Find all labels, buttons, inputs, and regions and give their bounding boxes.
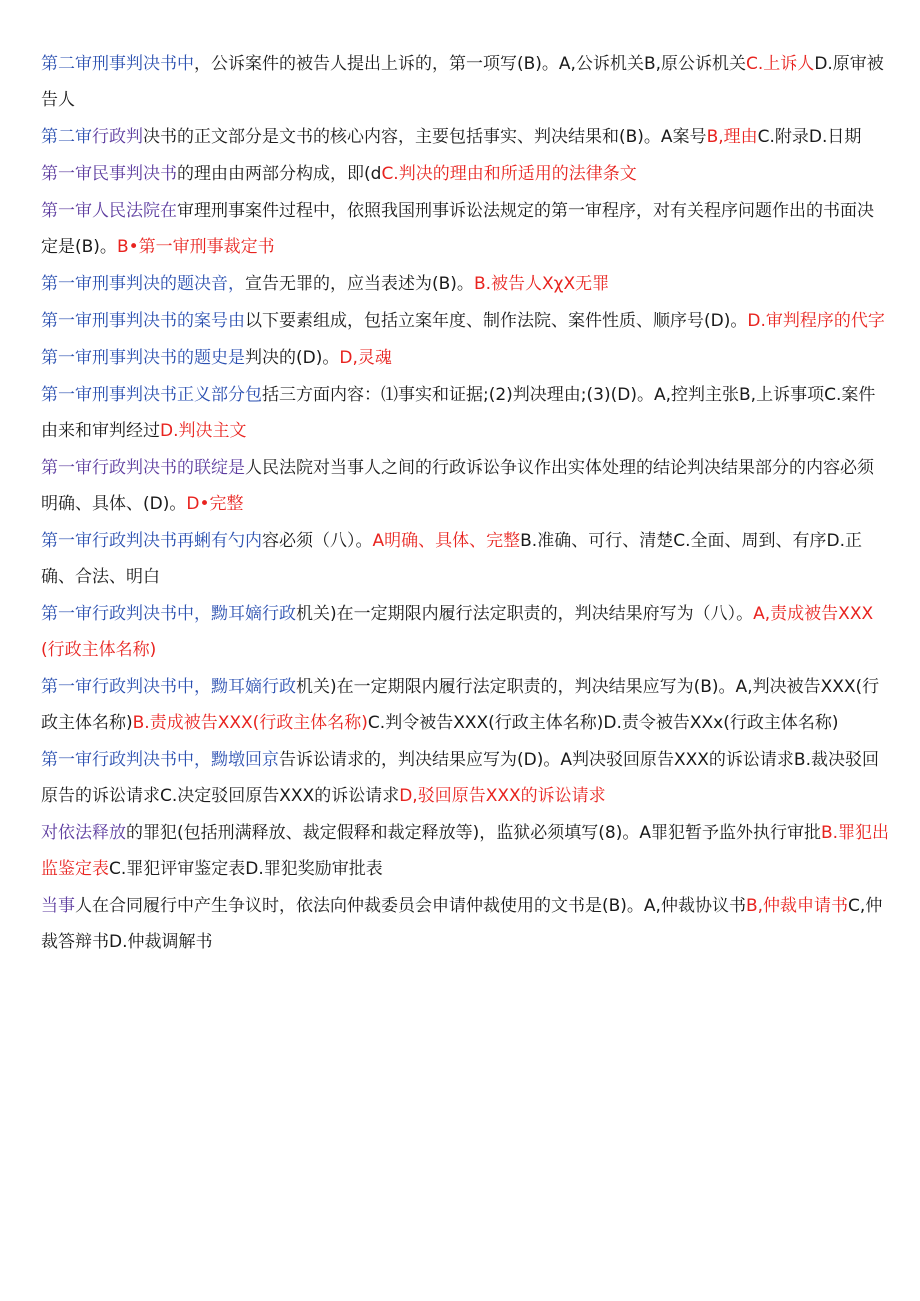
answer-text: D.判决主文 xyxy=(160,421,247,441)
question-text: 以下要素组成，包括立案年度、制作法院、案件性质、顺序号(D)。 xyxy=(245,311,748,331)
question-text: 人在合同履行中产生争议时，依法向仲裁委员会申请仲裁使用的文书是(B)。A,仲裁协议书 xyxy=(75,896,746,916)
question-paragraph xyxy=(41,596,890,668)
question-heading: 对依法释放 xyxy=(41,823,126,843)
question-text: 决书的正文部分是文书的核心内容，主要包括事实、判决结果和(B)。A案号 xyxy=(143,127,707,147)
question-paragraph xyxy=(41,119,890,155)
answer-text: D•完整 xyxy=(186,494,244,514)
answer-text: B.被告人XχX无罪 xyxy=(473,274,610,294)
question-heading: 第一审行政判决书中，黝耳嫡行政 xyxy=(41,604,296,624)
question-heading: 第一审刑事判决的题决音， xyxy=(41,274,245,294)
question-text: 的理由由两部分构成，即(d xyxy=(177,164,382,184)
question-paragraph xyxy=(41,815,890,887)
answer-text: C.上诉人 xyxy=(746,54,815,74)
question-text: 机关)在一定期限内履行法定职责的，判决结果府写为（八）。 xyxy=(296,604,754,624)
answer-text: B,仲裁申请书 xyxy=(745,896,849,916)
question-heading: 第二审刑事判决书中 xyxy=(41,54,194,74)
question-text: C.判令被告XXX(行政主体名称)D.责令被告XXx(行政主体名称) xyxy=(367,713,839,733)
question-heading: 当事 xyxy=(41,896,75,916)
answer-text: D,驳回原告XXX的诉讼请求 xyxy=(399,786,606,806)
question-text: 的罪犯(包括刑满释放、裁定假释和裁定释放等)，监狱必须填写(8)。A罪犯暂予监外执行审批 xyxy=(126,823,821,843)
answer-text: C.判决的理由和所适用的法律条文 xyxy=(381,164,637,184)
question-text: 判决的(D)。 xyxy=(245,348,340,368)
question-heading: 第一审民事判决书 xyxy=(41,164,177,184)
answer-text: D.审判程序的代字 xyxy=(747,311,885,331)
answer-text: B.罪犯出监鉴定表 xyxy=(41,823,890,879)
question-heading: 第一审行政判决书再蜊有勺内 xyxy=(41,531,262,551)
question-heading: 第一审行政判决书的联绽是 xyxy=(41,458,245,478)
question-text: 审理刑事案件过程中，依照我国刑事诉讼法规定的第一审程序，对有关程序问题作出的书面决定是(B)。 xyxy=(41,201,874,257)
question-paragraph xyxy=(41,888,890,960)
question-paragraph xyxy=(41,156,890,192)
question-heading: 第一审刑事判决书的题史是 xyxy=(41,348,245,368)
question-text: C.罪犯评审鉴定表D.罪犯奖励审批表 xyxy=(109,859,383,879)
question-text: B.准确、可行、清楚C.全面、周到、有序D.正确、合法、明白 xyxy=(41,531,862,587)
question-text: C.附录D.日期 xyxy=(757,127,862,147)
question-text: 容必须（八）。 xyxy=(262,531,373,551)
question-paragraph xyxy=(41,303,890,339)
answer-text: A,责成被告XXX(行政主体名称) xyxy=(41,604,874,660)
question-text: 宣告无罪的，应当表述为(B)。 xyxy=(245,274,474,294)
question-text: 人民法院对当事人之间的行政诉讼争议作出实体处理的结论判决结果部分的内容必须明确、具体、(D)。 xyxy=(41,458,874,514)
question-heading: 第一审行政判决书中，黝墩回京 xyxy=(41,750,279,770)
question-paragraph xyxy=(41,450,890,522)
question-text: 告诉讼请求的，判决结果应写为(D)。A判决驳回原告XXX的诉讼请求B.裁决驳回原告的诉讼请求C.决定驳回原告XXX的诉讼请求 xyxy=(41,750,879,806)
answer-text: D,灵魂 xyxy=(339,348,392,368)
question-heading: 行政判 xyxy=(92,127,143,147)
question-heading: 第一审刑事判决书的案号由 xyxy=(41,311,245,331)
answer-text: A明确、具体、完整 xyxy=(372,531,521,551)
question-paragraph xyxy=(41,266,890,302)
question-heading: 第一审行政判决书中，黝耳嫡行政 xyxy=(41,677,296,697)
question-paragraph xyxy=(41,193,890,265)
question-paragraph xyxy=(41,377,890,449)
question-heading: 第一审刑事判决书正义部分包 xyxy=(41,385,262,405)
question-text: ，公诉案件的被告人提出上诉的，第一项写(B)。A,公诉机关B,原公诉机关 xyxy=(194,54,747,74)
question-text: C,仲裁答辩书D.仲裁调解书 xyxy=(41,896,883,952)
question-paragraph xyxy=(41,46,890,118)
question-text: D.原审被告人 xyxy=(41,54,884,110)
question-paragraph xyxy=(41,523,890,595)
question-heading: 第二审 xyxy=(41,127,92,147)
question-paragraph xyxy=(41,742,890,814)
question-heading: 第一审人民法院在 xyxy=(41,201,177,221)
question-paragraph xyxy=(41,340,890,376)
question-paragraph xyxy=(41,669,890,741)
answer-text: B•第一审刑事裁定书 xyxy=(116,237,275,257)
answer-text: B,理由 xyxy=(706,127,758,147)
question-text: 机关)在一定期限内履行法定职责的，判决结果应写为(B)。A,判决被告XXX(行政主体名称) xyxy=(41,677,880,733)
question-text: 括三方面内容：⑴事实和证据;(2)判决理由;(3)(D)。A,控判主张B,上诉事项C.案件由来和审判经过 xyxy=(41,385,876,441)
answer-text: B.责成被告XXX(行政主体名称) xyxy=(132,713,368,733)
